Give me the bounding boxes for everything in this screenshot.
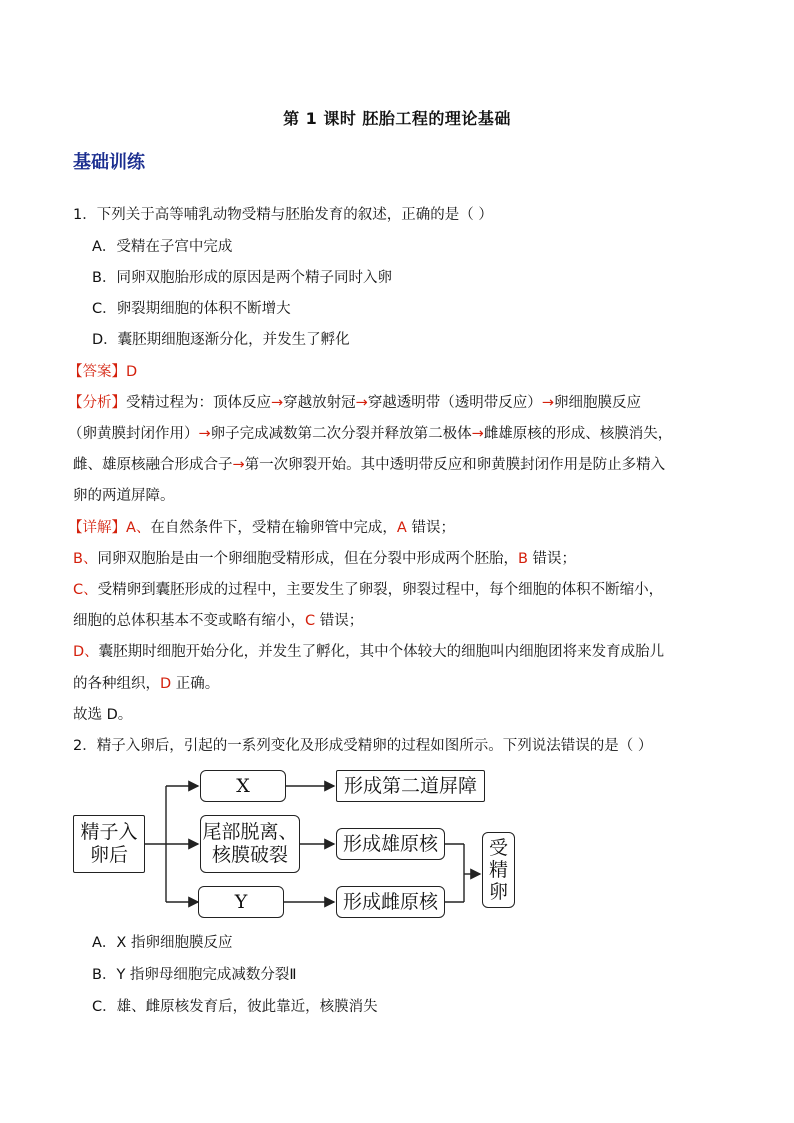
zygote-box <box>482 832 515 908</box>
q2-option-c: C．雄、雌原核发育后，彼此靠近，核膜消失 <box>92 999 378 1015</box>
analysis-tag: 【分析】 <box>68 395 126 411</box>
analysis-text: 雌、雄原核融合形成合子 <box>73 457 233 473</box>
page-title: 第 1 课时 胚胎工程的理论基础 <box>283 109 511 128</box>
q1-option-b: B．同卵双胞胎形成的原因是两个精子同时入卵 <box>92 270 392 286</box>
analysis-text: 卵细胞膜反应 <box>553 395 641 411</box>
female-nucleus-box: 形成雌原核 <box>336 886 445 918</box>
detail-label: D、 <box>73 644 99 660</box>
q1-detail-d-2 <box>73 674 219 694</box>
zygote-char: 精 <box>488 859 508 881</box>
arrow-icon: → <box>232 457 245 473</box>
detail-text: 错误； <box>527 551 577 567</box>
mid-box-line: 核膜破裂 <box>211 844 288 866</box>
analysis-text: 穿越放射冠 <box>283 395 356 411</box>
analysis-text: 第一次卵裂开始。其中透明带反应和卵黄膜封闭作用是防止多精入 <box>244 457 666 473</box>
detail-text: 错误； <box>315 613 364 629</box>
q1-detail-c <box>73 580 663 600</box>
q1-analysis-line-4: 卵的两道屏障。 <box>73 488 175 504</box>
detail-text: 的各种组织， <box>73 676 160 692</box>
q2-option-b: B．Y 指卵母细胞完成减数分裂Ⅱ <box>92 967 297 983</box>
detail-key: A <box>396 520 407 536</box>
mid-box <box>200 815 300 873</box>
arrow-icon: → <box>355 395 368 411</box>
detail-text: 受精卵到囊胚形成的过程中，主要发生了卵裂，卵裂过程中，每个细胞的体积不断缩小， <box>97 582 664 598</box>
q1-detail-a <box>68 518 455 538</box>
analysis-text: 穿越透明带（透明带反应） <box>367 395 542 411</box>
detail-tag: 【详解】 <box>68 520 126 536</box>
analysis-text: 受精过程为：顶体反应 <box>126 395 271 411</box>
answer-value: D <box>126 364 138 380</box>
detail-text: 囊胚期时细胞开始分化，并发生了孵化，其中个体较大的细胞叫内细胞团将来发育成胎儿 <box>98 644 665 660</box>
arrow-icon: → <box>471 426 484 442</box>
detail-text: 在自然条件下，受精在输卵管中完成， <box>150 520 397 536</box>
analysis-text: 雌雄原核的形成、核膜消失， <box>483 426 673 442</box>
q1-option-c: C．卵裂期细胞的体积不断增大 <box>92 301 291 317</box>
x-box: X <box>200 770 286 802</box>
q1-analysis-line-3 <box>73 455 665 475</box>
start-box <box>73 815 145 873</box>
start-box-line: 卵后 <box>89 844 128 866</box>
analysis-text: （卵黄膜封闭作用） <box>68 426 199 442</box>
detail-key: D <box>160 676 172 692</box>
arrow-icon: → <box>541 395 554 411</box>
q2-option-a: A．X 指卵细胞膜反应 <box>92 935 233 951</box>
q1-analysis-line-2 <box>68 424 672 444</box>
detail-text: 错误； <box>406 520 455 536</box>
q1-answer <box>68 362 137 382</box>
detail-text: 正确。 <box>171 676 220 692</box>
q2-stem: 2．精子入卵后，引起的一系列变化及形成受精卵的过程如图所示。下列说法错误的是（ ） <box>73 738 653 754</box>
process-diagram <box>70 764 520 924</box>
q1-detail-d <box>73 642 664 662</box>
detail-text: 细胞的总体积基本不变或略有缩小， <box>73 613 305 629</box>
answer-tag: 【答案】 <box>68 364 126 380</box>
zygote-char: 卵 <box>488 881 508 903</box>
q1-analysis-line-1 <box>68 393 641 413</box>
analysis-text: 卵子完成减数第二次分裂并释放第二极体 <box>210 426 472 442</box>
arrow-icon: → <box>198 426 211 442</box>
detail-label: C、 <box>73 582 98 598</box>
y-box: Y <box>198 886 284 918</box>
q1-option-a: A．受精在子宫中完成 <box>92 239 233 255</box>
section-title: 基础训练 <box>73 152 145 173</box>
q1-stem: 1．下列关于高等哺乳动物受精与胚胎发育的叙述，正确的是（ ） <box>73 207 493 223</box>
zygote-char: 受 <box>488 837 508 859</box>
barrier-box: 形成第二道屏障 <box>336 770 485 802</box>
mid-box-line: 尾部脱离、 <box>202 821 298 843</box>
q1-detail-c-2 <box>73 611 363 631</box>
q1-detail-b <box>73 549 576 569</box>
detail-label: A、 <box>126 520 151 536</box>
male-nucleus-box: 形成雄原核 <box>336 828 445 860</box>
detail-label: B、 <box>73 551 98 567</box>
detail-key: C <box>305 613 316 629</box>
arrow-icon: → <box>271 395 284 411</box>
start-box-line: 精子入 <box>80 821 138 843</box>
q1-choose: 故选 D。 <box>73 707 133 723</box>
detail-text: 同卵双胞胎是由一个卵细胞受精形成，但在分裂中形成两个胚胎， <box>97 551 518 567</box>
q1-option-d: D．囊胚期细胞逐渐分化，并发生了孵化 <box>92 332 350 348</box>
detail-key: B <box>517 551 528 567</box>
